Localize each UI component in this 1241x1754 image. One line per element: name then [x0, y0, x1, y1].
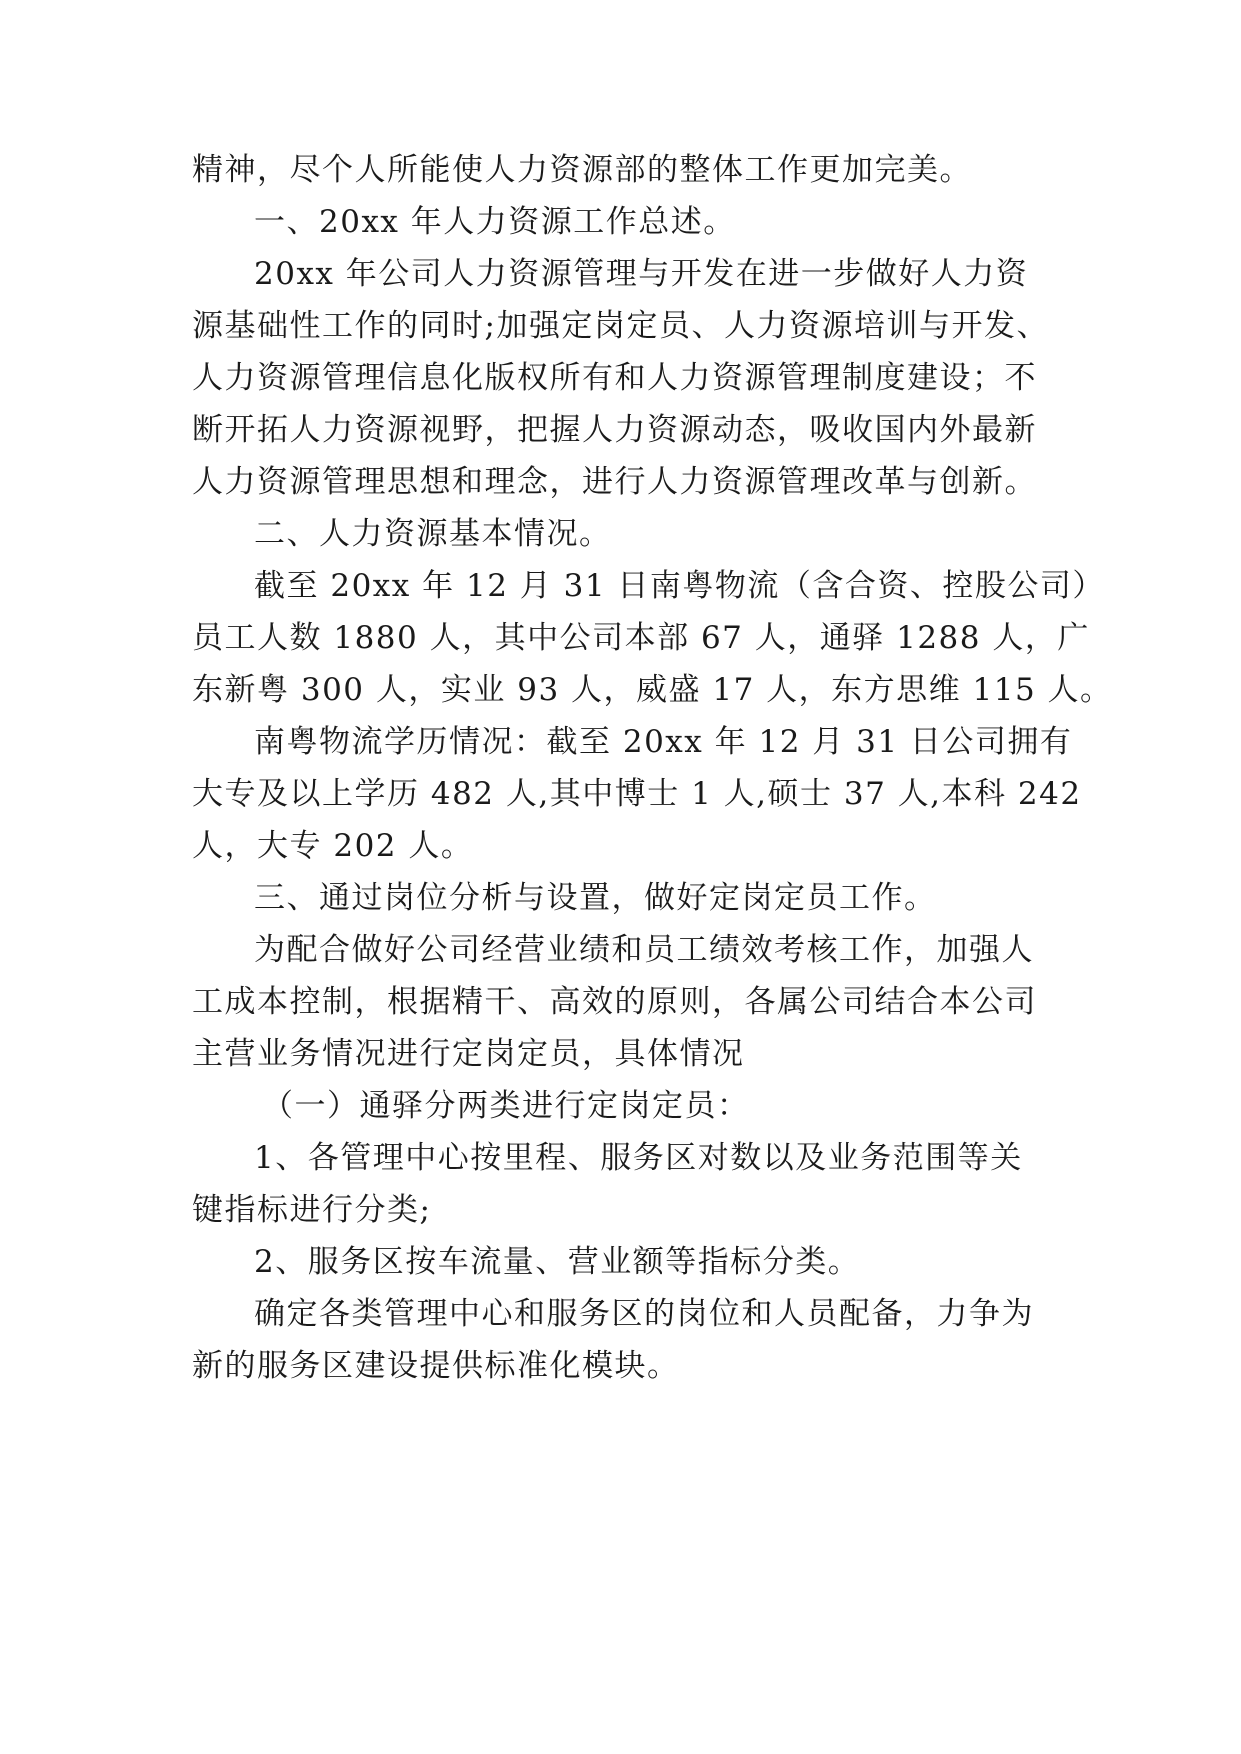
- paragraph-line: 确定各类管理中心和服务区的岗位和人员配备，力争为: [254, 1296, 1034, 1332]
- paragraph-line: 20xx 年公司人力资源管理与开发在进一步做好人力资: [254, 256, 1029, 292]
- section-heading: 三、通过岗位分析与设置，做好定岗定员工作。: [254, 880, 937, 916]
- paragraph-line: 精神，尽个人所能使人力资源部的整体工作更加完美。: [192, 152, 972, 188]
- paragraph-line: 人力资源管理思想和理念，进行人力资源管理改革与创新。: [192, 464, 1037, 500]
- paragraph-line: 为配合做好公司经营业绩和员工绩效考核工作，加强人: [254, 932, 1034, 968]
- paragraph-line: 员工人数 1880 人，其中公司本部 67 人，通驿 1288 人，广: [192, 620, 1090, 656]
- paragraph-line: 工成本控制，根据精干、高效的原则，各属公司结合本公司: [192, 984, 1037, 1020]
- subsection-heading: （一）通驿分两类进行定岗定员：: [262, 1088, 750, 1124]
- paragraph-line: 断开拓人力资源视野，把握人力资源动态，吸收国内外最新: [192, 412, 1037, 448]
- paragraph-line: 人力资源管理信息化版权所有和人力资源管理制度建设；不: [192, 360, 1037, 396]
- paragraph-line: 东新粤 300 人，实业 93 人，威盛 17 人，东方思维 115 人。: [192, 672, 1113, 708]
- section-heading: 二、人力资源基本情况。: [254, 516, 612, 552]
- paragraph-line: 截至 20xx 年 12 月 31 日南粤物流（含合资、控股公司）: [254, 568, 1105, 604]
- list-item: 1、各管理中心按里程、服务区对数以及业务范围等关: [254, 1140, 1023, 1176]
- list-item-continuation: 键指标进行分类;: [192, 1192, 432, 1228]
- list-item: 2、服务区按车流量、营业额等指标分类。: [254, 1244, 861, 1280]
- paragraph-line: 人，大专 202 人。: [192, 828, 474, 864]
- paragraph-line: 新的服务区建设提供标准化模块。: [192, 1348, 680, 1384]
- section-heading: 一、20xx 年人力资源工作总述。: [254, 204, 736, 240]
- paragraph-line: 大专及以上学历 482 人,其中博士 1 人,硕士 37 人,本科 242: [192, 776, 1082, 812]
- paragraph-line: 源基础性工作的同时;加强定岗定员、人力资源培训与开发、: [192, 308, 1049, 344]
- paragraph-line: 南粤物流学历情况：截至 20xx 年 12 月 31 日公司拥有: [254, 724, 1073, 760]
- paragraph-line: 主营业务情况进行定岗定员，具体情况: [192, 1036, 745, 1072]
